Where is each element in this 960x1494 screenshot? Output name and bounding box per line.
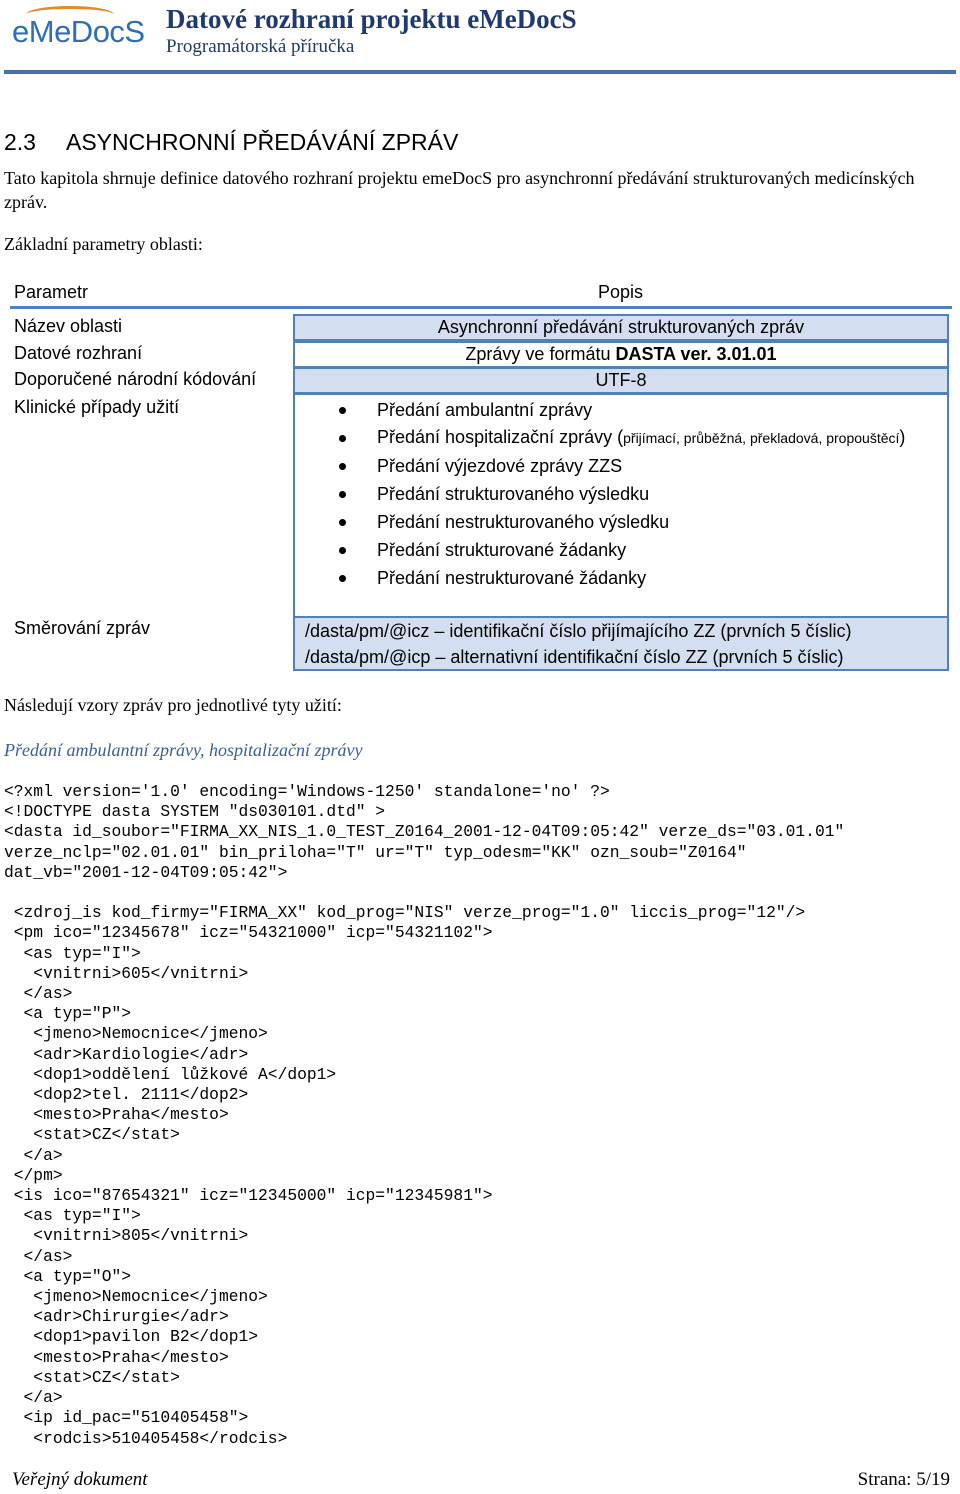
row-label: Datové rozhraní [14,343,143,363]
footer-page-number: Strana: 5/19 [857,1469,950,1490]
row-label: Název oblasti [14,316,123,336]
section-number: 2.3 [4,129,36,155]
section-intro: Tato kapitola shrnuje definice datového rozhraní projektu emeDocS pro asynchronní předávání strukturovaných medicínských zpráv. [4,168,915,212]
table-row [10,616,952,670]
list-item: Předání strukturované žádanky [295,536,947,564]
row-value: UTF-8 [595,370,647,390]
header-divider [4,70,956,74]
table-header [10,282,952,306]
routing-item: /dasta/pm/@icp – alternativní identifikační číslo ZZ (prvních 5 číslic) [305,647,844,667]
table-row [10,314,952,340]
routing-list [295,618,947,670]
list-item: Předání ambulantní zprávy [295,396,947,424]
section-title: ASYNCHRONNÍ PŘEDÁVÁNÍ ZPRÁV [65,129,459,155]
xml-code-sample: <?xml version='1.0' encoding='Windows-1250' standalone='no' ?> <!DOCTYPE dasta SYSTEM "ds030101.dtd" > <dasta id_soubor="FIRMA_XX_NIS_1.0_TEST_Z0164_2001-12-04T09:05:42" verze_ds="03.01.01" verze_nclp="02.01.01" bin_priloha="T" ur="T" typ_odesm="KK" ozn_soub="Z0164" dat_vb="2001-12-04T09:05:42"> <zdroj_is kod_firmy="FIRMA_XX" kod_prog="NIS" verze_prog="1.0" liccis_prog="12"/> <pm ico="12345678" icz="54321000" icp="54321102"> <as typ="I"> <vnitrni>605</vnitrni> </as> <a typ="P"> <jmeno>Nemocnice</jmeno> <adr>Kardiologie</adr> <dop1>oddělení lůžkové A</dop1> <dop2>tel. 2111</dop2> <mesto>Praha</mesto> <stat>CZ</stat> </a> </pm> <is ico="87654321" icz="12345000" icp="12345981"> <as typ="I"> <vnitrni>805</vnitrni> </as> <a typ="O"> <jmeno>Nemocnice</jmeno> <adr>Chirurgie</adr> <dop1>pavilon B2</dop1> <mesto>Praha</mesto> <stat>CZ</stat> </a> <ip id_pac="510405458"> <rodcis>510405458</rodcis> [4,782,845,1448]
row-value [295,343,947,366]
list-item [295,424,947,452]
params-label: Základní parametry oblasti: [4,234,203,254]
table-row [10,393,952,617]
examples-intro: Následují vzory zpráv pro jednotlivé tyty užití: [4,695,342,715]
value-prefix: Zprávy ve formátu [465,344,616,364]
list-item: Předání nestrukturovaného výsledku [295,508,947,536]
routing-item: /dasta/pm/@icz – identifikační číslo přijímajícího ZZ (prvních 5 číslic) [305,621,852,641]
use-case-detail: přijímací, průběžná, překladová, propouštěcí [623,430,900,446]
value-bold: DASTA ver. 3.01.01 [615,344,777,364]
example-subheading: Předání ambulantní zprávy, hospitalizační zprávy [4,740,363,760]
header-popis: Popis [598,282,644,302]
table-row [10,367,952,393]
header-underline [10,306,952,309]
header-parametr: Parametr [14,282,89,302]
use-cases-list [295,396,947,592]
parameters-table [10,282,952,667]
list-item: Předání strukturovaného výsledku [295,480,947,508]
logo-text: eMeDocS [12,14,145,49]
row-label: Klinické případy užití [14,397,180,417]
use-case-close: ) [899,427,906,447]
document-subtitle: Programátorská příručka [166,36,355,57]
row-label: Doporučené národní kódování [14,369,257,389]
use-case-text: Předání hospitalizační zprávy ( [377,427,624,447]
row-value: Asynchronní předávání strukturovaných zpráv [437,317,805,337]
row-value-cell [293,341,949,368]
row-label: Směrování zpráv [14,618,151,638]
list-item: Předání výjezdové zprávy ZZS [295,452,947,480]
emedocs-logo [12,6,145,56]
row-value-cell [293,367,949,394]
use-cases-cell [293,393,949,618]
table-row [10,341,952,367]
document-title: Datové rozhraní projektu eMeDocS [166,4,577,34]
list-item: Předání nestrukturované žádanky [295,564,947,592]
routing-cell [293,616,949,671]
footer-document-type: Veřejný dokument [12,1469,148,1490]
section-heading [4,129,458,156]
row-value-cell [293,314,949,341]
